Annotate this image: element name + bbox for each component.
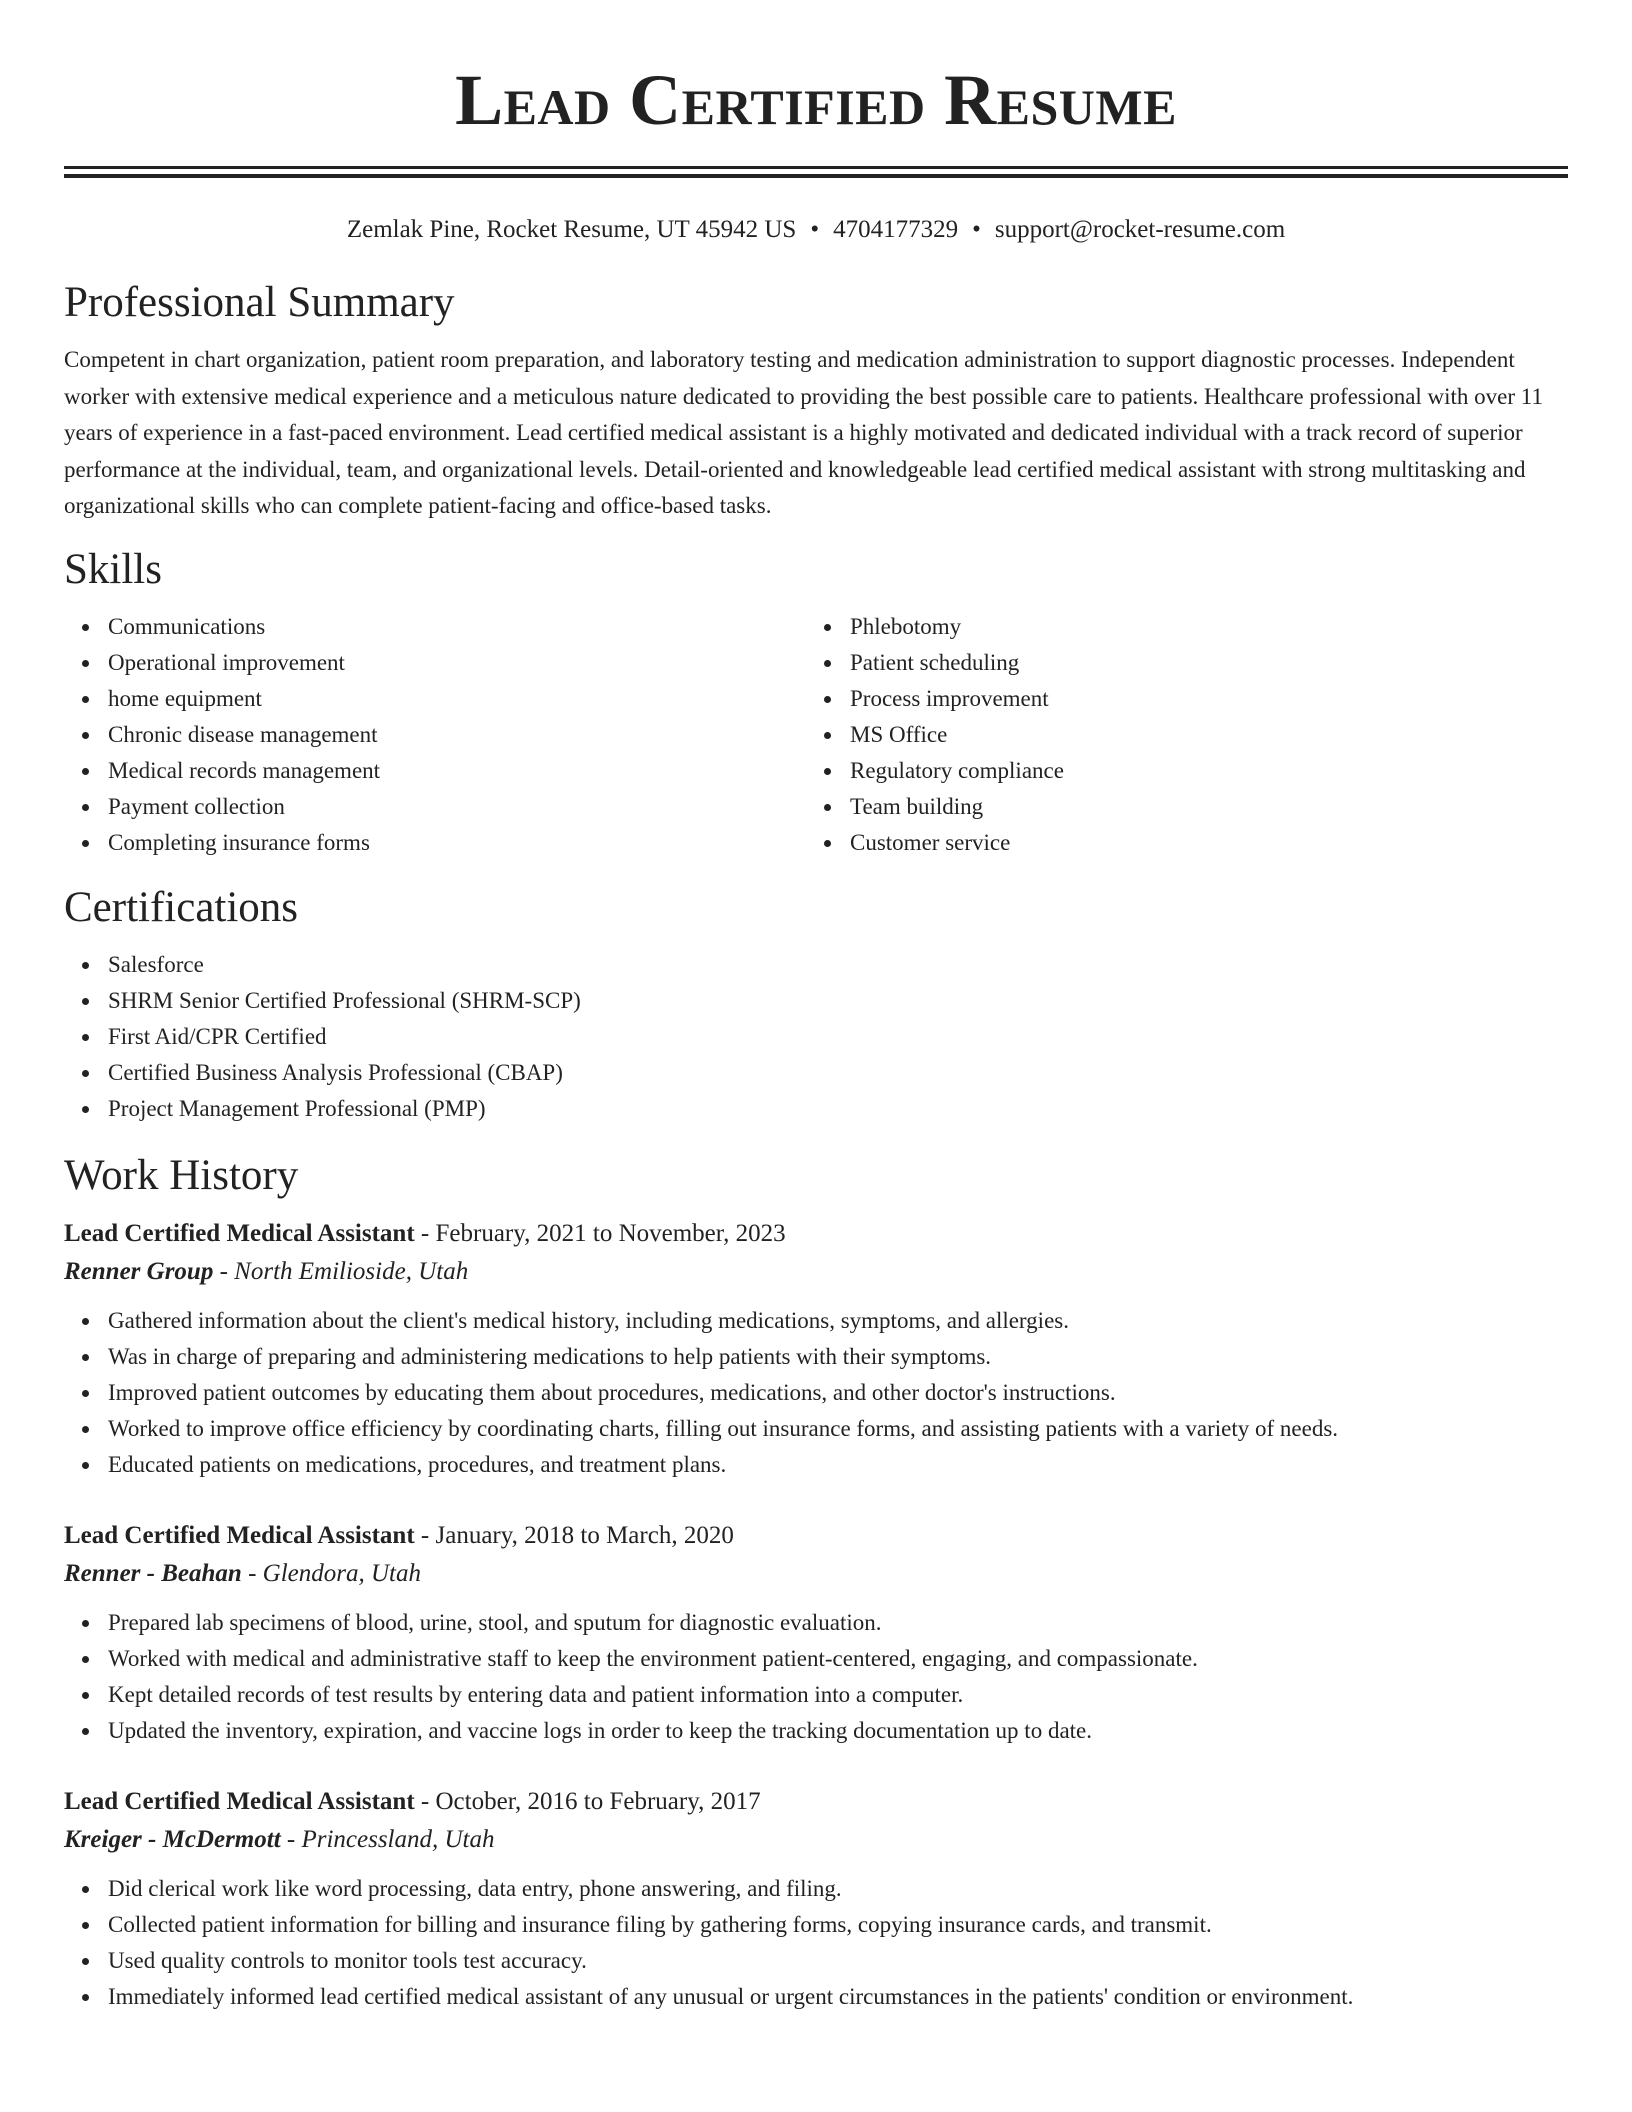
job-bullet: Did clerical work like word processing, data entry, phone answering, and filing. [108, 1871, 1568, 1907]
skills-column-left [64, 609, 806, 861]
certifications-section [64, 881, 1568, 1127]
job-bullets [64, 1605, 1568, 1749]
job-dates: - January, 2018 to March, 2020 [414, 1521, 734, 1549]
job-title-line [64, 1215, 1568, 1253]
job-title: Lead Certified Medical Assistant [64, 1219, 415, 1247]
job-dates: - October, 2016 to February, 2017 [414, 1787, 761, 1815]
summary-heading: Professional Summary [64, 279, 455, 326]
job-bullet: Collected patient information for billing and insurance filing by gathering forms, copying insurance cards, and transmit. [108, 1907, 1568, 1943]
skill-item: Medical records management [108, 753, 806, 789]
job-entry [64, 1215, 1568, 1483]
title-divider [64, 166, 1568, 178]
summary-section [64, 276, 1568, 525]
skills-grid [64, 609, 1568, 861]
job-bullets [64, 1871, 1568, 2015]
skill-item: Completing insurance forms [108, 825, 806, 861]
job-company: Kreiger - McDermott [64, 1825, 281, 1853]
job-location: - North Emilioside, Utah [213, 1257, 469, 1285]
certification-item: Project Management Professional (PMP) [108, 1091, 1568, 1127]
job-location: - Princessland, Utah [280, 1825, 495, 1853]
job-entry [64, 1517, 1568, 1749]
job-entry [64, 1783, 1568, 2015]
job-bullet: Used quality controls to monitor tools test accuracy. [108, 1943, 1568, 1979]
skill-item: Operational improvement [108, 645, 806, 681]
contact-separator: • [810, 216, 820, 243]
job-bullet: Improved patient outcomes by educating them about procedures, medications, and other doctor's instructions. [108, 1375, 1568, 1411]
job-title-line [64, 1517, 1568, 1555]
certification-item: SHRM Senior Certified Professional (SHRM-SCP) [108, 983, 1568, 1019]
contact-email: support@rocket-resume.com [994, 216, 1286, 243]
job-title: Lead Certified Medical Assistant [64, 1787, 415, 1815]
contact-line [64, 214, 1568, 246]
skill-item: Customer service [850, 825, 1548, 861]
skill-item: Process improvement [850, 681, 1548, 717]
resume-title: Lead Certified Resume [455, 60, 1177, 140]
job-bullet: Was in charge of preparing and administering medications to help patients with their symptoms. [108, 1339, 1568, 1375]
job-dates: - February, 2021 to November, 2023 [414, 1219, 786, 1247]
job-bullet: Kept detailed records of test results by entering data and patient information into a computer. [108, 1677, 1568, 1713]
job-location: - Glendora, Utah [241, 1559, 421, 1587]
skill-item: Chronic disease management [108, 717, 806, 753]
job-bullet: Worked with medical and administrative staff to keep the environment patient-centered, engaging, and compassionate. [108, 1641, 1568, 1677]
job-bullets [64, 1303, 1568, 1483]
skill-item: Payment collection [108, 789, 806, 825]
job-company-line [64, 1821, 1568, 1859]
job-title: Lead Certified Medical Assistant [64, 1521, 415, 1549]
certifications-heading: Certifications [64, 883, 299, 931]
skill-item: Patient scheduling [850, 645, 1548, 681]
skill-item: Communications [108, 609, 806, 645]
skills-list-left [64, 609, 806, 861]
certification-item: Salesforce [108, 947, 1568, 983]
skill-item: home equipment [108, 681, 806, 717]
skills-section [64, 543, 1568, 861]
job-bullet: Educated patients on medications, procedures, and treatment plans. [108, 1447, 1568, 1483]
summary-text: Competent in chart organization, patient room preparation, and laboratory testing and medication administration to support diagnostic processes. Independent worker with extensive medical experience and a meticulous nature dedicated to providing the best possible care to patients. Healthcare professional with over 11 years of experience in a fast-paced environment. Lead certified medical assistant is a highly motivated and dedicated individual with a track record of superior performance at the individual, team, and organizational levels. Detail-oriented and knowledgeable lead certified medical assistant with strong multitasking and organizational skills who can complete patient-facing and office-based tasks. [64, 347, 1543, 518]
skill-item: Team building [850, 789, 1548, 825]
job-bullet: Worked to improve office efficiency by coordinating charts, filling out insurance forms, and assisting patients with a variety of needs. [108, 1411, 1568, 1447]
job-company-line [64, 1253, 1568, 1291]
contact-phone: 4704177329 [833, 216, 959, 243]
job-title-line [64, 1783, 1568, 1821]
skills-heading: Skills [64, 545, 162, 593]
job-bullet: Updated the inventory, expiration, and vaccine logs in order to keep the tracking documentation up to date. [108, 1713, 1568, 1749]
work-history-section [64, 1149, 1568, 2015]
contact-separator: • [972, 216, 981, 243]
certification-item: First Aid/CPR Certified [108, 1019, 1568, 1055]
skill-item: MS Office [850, 717, 1548, 753]
contact-address: Zemlak Pine, Rocket Resume, UT 45942 US [346, 216, 797, 243]
certifications-list [64, 947, 1568, 1127]
job-bullet: Gathered information about the client's medical history, including medications, symptoms, and allergies. [108, 1303, 1568, 1339]
skills-column-right [806, 609, 1548, 861]
skill-item: Phlebotomy [850, 609, 1548, 645]
job-company-line [64, 1555, 1568, 1593]
job-company: Renner Group [64, 1257, 214, 1285]
job-bullet: Prepared lab specimens of blood, urine, stool, and sputum for diagnostic evaluation. [108, 1605, 1568, 1641]
resume-page [64, 0, 1568, 2015]
job-company: Renner - Beahan [64, 1559, 242, 1587]
job-bullet: Immediately informed lead certified medical assistant of any unusual or urgent circumstances in the patients' condition or environment. [108, 1979, 1568, 2015]
work-history-heading: Work History [64, 1151, 299, 1199]
skills-list-right [806, 609, 1548, 861]
certification-item: Certified Business Analysis Professional (CBAP) [108, 1055, 1568, 1091]
skill-item: Regulatory compliance [850, 753, 1548, 789]
